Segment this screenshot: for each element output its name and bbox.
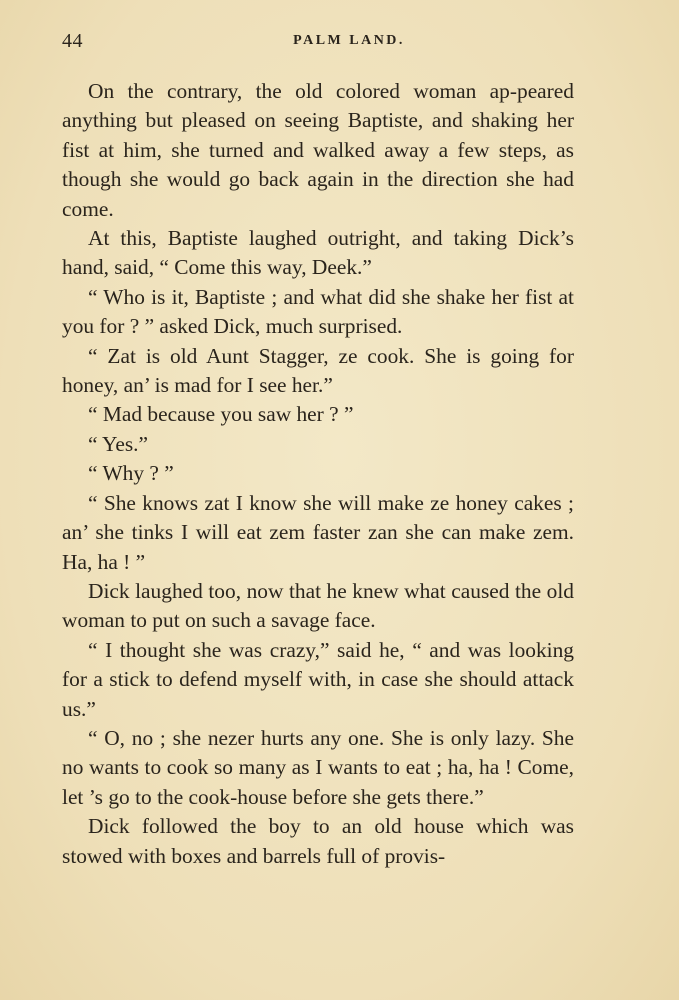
paragraph: “ O, no ; she nezer hurts any one. She is only lazy. She no wants to cook so many as I wants to eat ; ha, ha ! Come, let ’s go to the cook-house before she gets there.” <box>62 725 574 809</box>
paragraph: Dick laughed too, now that he knew what caused the old woman to put on such a savage face. <box>62 578 574 633</box>
paragraph: “ I thought she was crazy,” said he, “ and was looking for a stick to defend myself with, in case she should attack us.” <box>62 637 574 721</box>
page-header <box>62 30 580 56</box>
paragraph: “ She knows zat I know she will make ze honey cakes ; an’ she tinks I will eat zem faster zan she can make zem. Ha, ha ! ” <box>62 490 574 574</box>
body-text <box>62 77 574 871</box>
paragraph: “ Yes.” <box>88 431 149 456</box>
paragraph: At this, Baptiste laughed outright, and taking Dick’s hand, said, “ Come this way, Deek.” <box>62 226 574 280</box>
paragraph: “ Who is it, Baptiste ; and what did she shake her fist at you for ? ” asked Dick, much surprised. <box>62 284 574 339</box>
paragraph: “ Mad because you saw her ? ” <box>88 402 354 427</box>
page-number: 44 <box>62 30 83 52</box>
paragraph: Dick followed the boy to an old house which was stowed with boxes and barrels full of provis- <box>62 814 574 868</box>
paragraph: On the contrary, the old colored woman ap-peared anything but pleased on seeing Baptiste, and shaking her fist at him, she turned and walked away a few steps, as though she would go back again in the direction she had come. <box>62 79 574 221</box>
paragraph: “ Why ? ” <box>88 461 174 486</box>
running-title: PALM LAND. <box>293 33 405 48</box>
paragraph: “ Zat is old Aunt Stagger, ze cook. She is going for honey, an’ is mad for I see her.” <box>62 343 574 398</box>
